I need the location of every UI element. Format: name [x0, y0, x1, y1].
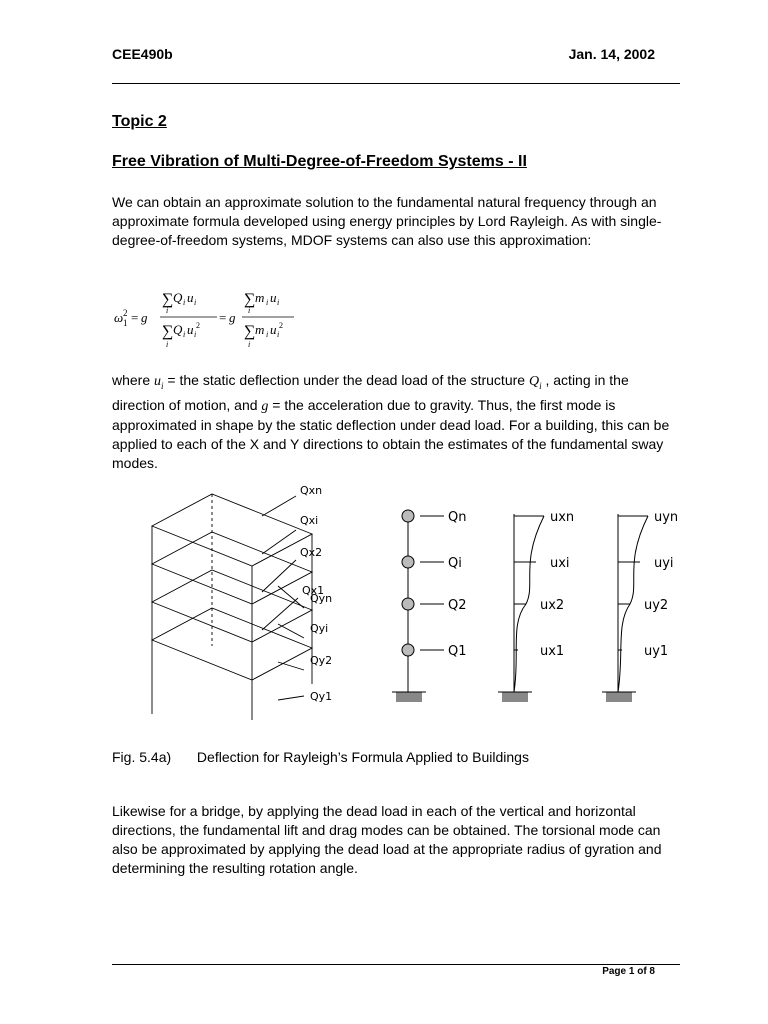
q-subscript: i: [539, 380, 542, 391]
svg-text:i: i: [183, 298, 186, 307]
where-mid: = the static deflection under the dead load of the structure: [163, 372, 529, 388]
svg-text:∑: ∑: [162, 323, 174, 340]
svg-text:∑: ∑: [244, 323, 256, 340]
label-q2: Q2: [448, 598, 467, 613]
svg-text:i: i: [248, 340, 251, 349]
section-title: Free Vibration of Multi-Degree-of-Freedom Systems - II: [112, 153, 527, 170]
label-qy2: Qy2: [310, 654, 333, 667]
header-date: Jan. 14, 2002: [568, 46, 655, 62]
figure-caption: [112, 749, 529, 765]
label-uy2: uy2: [644, 598, 669, 613]
svg-text:u: u: [187, 290, 194, 305]
page-number: Page 1 of 8: [602, 966, 655, 977]
footer-rule: [112, 964, 680, 965]
svg-text:i: i: [194, 298, 197, 307]
label-uxn: uxn: [550, 510, 575, 525]
figure-caption-text: Deflection for Rayleigh’s Formula Applied to Buildings: [196, 749, 529, 765]
svg-text:=: =: [131, 310, 139, 325]
svg-text:u: u: [270, 322, 277, 337]
where-lead: where: [112, 372, 151, 388]
svg-text:i: i: [183, 330, 186, 339]
label-qyn: Qyn: [310, 592, 333, 605]
svg-text:2: 2: [196, 321, 200, 330]
svg-text:2: 2: [123, 308, 128, 318]
svg-text:ω: ω: [114, 310, 124, 325]
label-qxi: Qxi: [300, 514, 319, 527]
where-post2: = the acceleration due to gravity. Thus, the first mode is approximated in shape by the static deflection under dead load. For a building, this can be applied to each of the X and Y directions to obtain the estimates of the fundamental sway modes.: [112, 396, 670, 471]
svg-text:i: i: [166, 340, 169, 349]
q-symbol: Q: [528, 374, 540, 389]
lumped-mass-model: [392, 510, 444, 702]
svg-text:2: 2: [279, 321, 283, 330]
svg-text:i: i: [166, 306, 169, 315]
svg-text:g: g: [141, 310, 148, 325]
svg-text:i: i: [266, 298, 269, 307]
svg-text:i: i: [266, 330, 269, 339]
svg-text:g: g: [229, 310, 236, 325]
svg-text:Q: Q: [173, 290, 183, 305]
label-qy1: Qy1: [310, 690, 333, 703]
svg-text:m: m: [255, 322, 265, 337]
where-post1: , acting in the direction of motion, and: [112, 372, 629, 413]
course-code: CEE490b: [112, 46, 173, 62]
label-uxi: uxi: [550, 556, 570, 571]
label-qyi: Qyi: [310, 622, 329, 635]
building-frame: [152, 494, 312, 720]
deflection-figure: [140, 474, 700, 724]
label-qi: Qi: [448, 556, 462, 571]
svg-text:m: m: [255, 290, 265, 305]
label-qxn: Qxn: [300, 484, 323, 497]
header-rule: [112, 83, 680, 84]
label-uyn: uyn: [654, 510, 679, 525]
u-symbol: u: [154, 374, 162, 389]
label-uy1: uy1: [644, 644, 669, 659]
svg-text:i: i: [277, 298, 280, 307]
svg-text:Q: Q: [173, 322, 183, 337]
rayleigh-formula: [112, 282, 312, 354]
g-symbol: g: [261, 398, 269, 414]
svg-text:i: i: [248, 306, 251, 315]
label-qx1: Qx1: [302, 584, 325, 597]
bridge-paragraph: Likewise for a bridge, by applying the dead load in each of the vertical and horizontal directions, the fundamental lift and drag modes can be obtained. The torsional mode can also be approximated by applying the dead load at the appropriate radius of gyration and determining the resulting rotation angle.: [112, 803, 662, 876]
svg-text:i: i: [277, 330, 280, 339]
figure-number: Fig. 5.4a): [112, 749, 172, 765]
x-deflection-shape: [498, 514, 544, 702]
svg-text:u: u: [270, 290, 277, 305]
svg-text:∑: ∑: [244, 291, 256, 308]
label-qx2: Qx2: [300, 546, 323, 559]
topic-heading: Topic 2: [112, 113, 167, 130]
y-deflection-shape: [602, 514, 648, 702]
svg-text:i: i: [194, 330, 197, 339]
u-subscript: i: [161, 380, 164, 391]
label-qn: Qn: [448, 510, 467, 525]
intro-paragraph: We can obtain an approximate solution to the fundamental natural frequency through an approximate formula developed using energy principles by Lord Rayleigh. As with single-degree-of-freedom systems, MDOF systems can also use this approximation:: [112, 194, 662, 248]
label-q1: Q1: [448, 644, 467, 659]
svg-text:u: u: [187, 322, 194, 337]
label-ux2: ux2: [540, 598, 565, 613]
svg-text:1: 1: [123, 318, 128, 328]
svg-text:=: =: [219, 310, 227, 325]
svg-text:∑: ∑: [162, 291, 174, 308]
label-uyi: uyi: [654, 556, 674, 571]
where-paragraph: [112, 371, 674, 473]
label-ux1: ux1: [540, 644, 565, 659]
